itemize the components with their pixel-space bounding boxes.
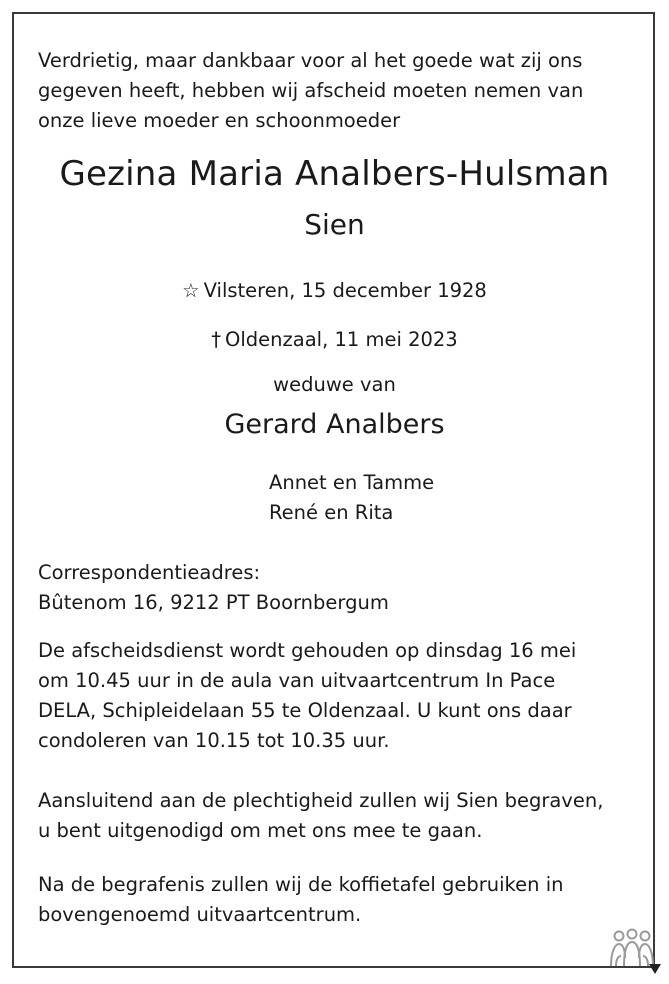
widow-of-label: weduwe van bbox=[273, 373, 396, 396]
service-line-4: condoleren van 10.15 tot 10.35 uur. bbox=[38, 729, 390, 752]
correspondence-address: Bûtenom 16, 9212 PT Boornbergum bbox=[38, 591, 389, 614]
coffee-line-1: Na de begrafenis zullen wij de koffietafel gebruiken in bbox=[38, 873, 564, 896]
burial-line-1: Aansluitend aan de plechtigheid zullen wij Sien begraven, bbox=[38, 789, 604, 812]
star-icon: ☆ bbox=[182, 279, 200, 302]
deceased-full-name: Gezina Maria Analbers-Hulsman bbox=[59, 154, 610, 194]
birth-line bbox=[0, 276, 669, 306]
death-text: Oldenzaal, 11 mei 2023 bbox=[225, 328, 458, 351]
burial-line-2: u bent uitgenodigd om met ons mee te gaan. bbox=[38, 819, 483, 842]
service-line-3: DELA, Schipleidelaan 55 te Oldenzaal. U kunt ons daar bbox=[38, 699, 572, 722]
service-line-1: De afscheidsdienst wordt gehouden op dinsdag 16 mei bbox=[38, 639, 577, 662]
down-triangle-icon bbox=[648, 962, 662, 976]
correspondence-label: Correspondentieadres: bbox=[38, 561, 261, 584]
intro-line-3: onze lieve moeder en schoonmoeder bbox=[38, 109, 401, 132]
cross-icon: † bbox=[211, 328, 222, 351]
spouse-name: Gerard Analbers bbox=[224, 409, 445, 440]
birth-text: Vilsteren, 15 december 1928 bbox=[203, 279, 487, 302]
family-line-2: René en Rita bbox=[269, 501, 394, 524]
family-line-1: Annet en Tamme bbox=[269, 471, 435, 494]
service-line-2: om 10.45 uur in de aula van uitvaartcentrum In Pace bbox=[38, 669, 556, 692]
intro-line-1: Verdrietig, maar dankbaar voor al het goede wat zij ons bbox=[38, 49, 583, 72]
intro-line-2: gegeven heeft, hebben wij afscheid moeten nemen van bbox=[38, 79, 584, 102]
deceased-nickname: Sien bbox=[304, 208, 365, 241]
death-line bbox=[0, 325, 669, 355]
coffee-line-2: bovengenoemd uitvaartcentrum. bbox=[38, 903, 362, 926]
